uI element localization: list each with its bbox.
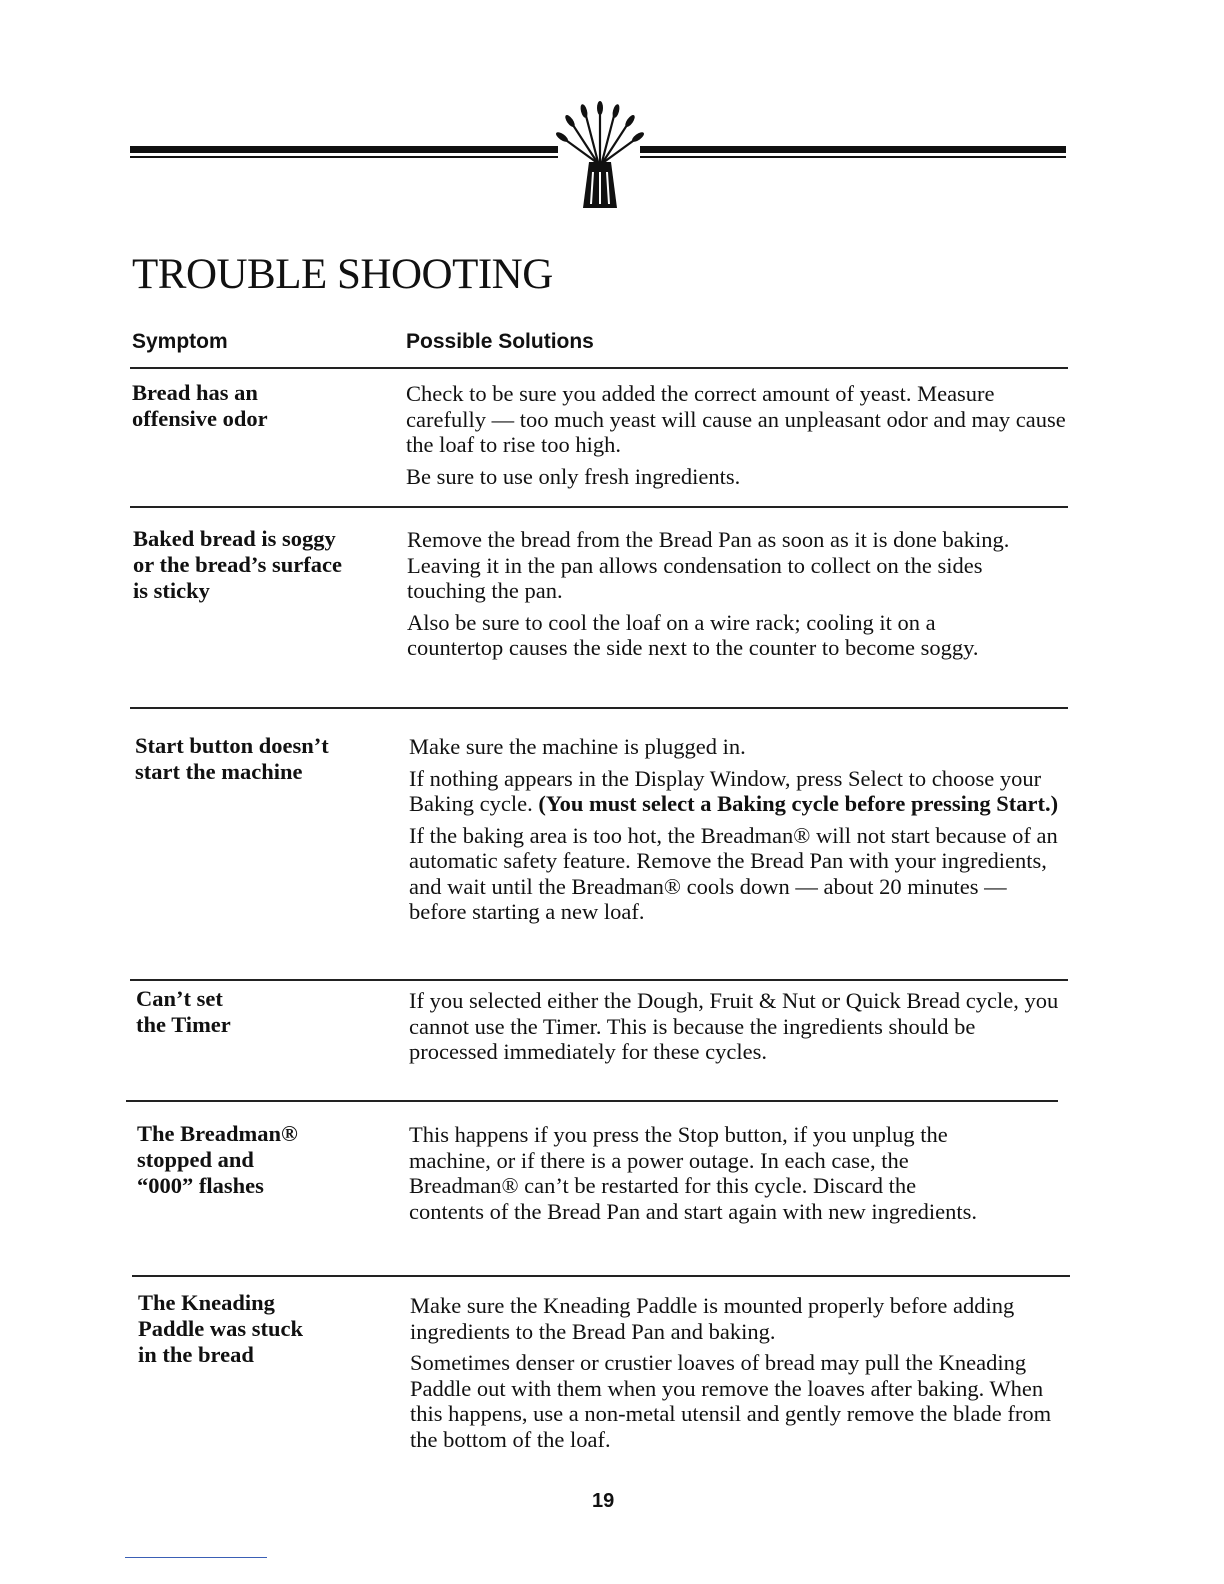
symptom-line: Start button doesn’t: [135, 733, 329, 758]
symptom-line: The Breadman®: [137, 1121, 298, 1146]
solutions-start-button: [409, 734, 1069, 931]
wheat-sheaf-icon: [555, 100, 645, 212]
solution-paragraph: Make sure the Kneading Paddle is mounted properly before adding ingredients to the Bread Pan and baking.: [410, 1293, 1015, 1344]
row-separator: [130, 979, 1068, 981]
symptom-line: Can’t set: [136, 986, 223, 1011]
solution-text: If nothing appears in the Display Window, press Select to choose your Baking cycle.: [409, 765, 1042, 816]
solutions-timer: [409, 988, 1069, 1071]
symptom-odor: [132, 380, 382, 432]
symptom-line: The Kneading: [138, 1290, 275, 1315]
symptom-line: “000” flashes: [137, 1173, 264, 1198]
solution-paragraph: Be sure to use only fresh ingredients.: [406, 463, 741, 489]
header-rule-right: [640, 146, 1066, 153]
row-separator: [126, 1100, 1058, 1102]
symptom-line: stopped and: [137, 1147, 254, 1172]
symptom-line: Paddle was stuck: [138, 1316, 304, 1341]
solutions-odor: [406, 381, 1066, 495]
header-rule-left-thin: [130, 156, 558, 158]
solution-paragraph: Make sure the machine is plugged in.: [409, 734, 746, 759]
row-separator: [132, 1275, 1070, 1277]
symptom-line: start the machine: [135, 759, 303, 784]
solution-paragraph: Remove the bread from the Bread Pan as soon as it is done baking. Leaving it in the pan allows condensation to collect on the sides touching the pan.: [407, 527, 1010, 603]
page-title: TROUBLE SHOOTING: [132, 251, 553, 298]
symptom-paddle-stuck: [138, 1290, 388, 1368]
solution-emphasis: (You must select a Baking cycle before pressing Start.): [538, 791, 1059, 816]
solutions-soggy: [407, 527, 1022, 667]
symptom-line: or the bread’s surface: [133, 552, 342, 577]
header-rule-right-thin: [640, 156, 1066, 158]
solution-paragraph: Check to be sure you added the correct amount of yeast. Measure carefully — too much yeast will cause an unpleasant odor and may cause the loaf to rise too high.: [406, 381, 1066, 457]
solutions-000-flashes: [409, 1122, 984, 1230]
row-separator: [130, 707, 1068, 709]
solution-paragraph: Also be sure to cool the loaf on a wire rack; cooling it on a countertop causes the side next to the counter to become soggy.: [407, 609, 979, 660]
solution-paragraph: Sometimes denser or crustier loaves of bread may pull the Kneading Paddle out with them when you remove the loaves after baking. When this happens, use a non-metal utensil and gently remove the blade from the bottom of the loaf.: [410, 1350, 1052, 1452]
solution-paragraph: This happens if you press the Stop button, if you unplug the machine, or if there is a power outage. In each case, the Breadman® can’t be restarted for this cycle. Discard the contents of the Bread Pan and start again with new ingredients.: [409, 1122, 977, 1224]
header-separator: [130, 367, 1068, 369]
solutions-paddle-stuck: [410, 1293, 1068, 1458]
symptom-column-header: Symptom: [132, 330, 228, 353]
symptom-soggy: [133, 526, 393, 604]
symptom-line: offensive odor: [132, 406, 268, 431]
symptom-line: is sticky: [133, 578, 210, 603]
solutions-column-header: Possible Solutions: [406, 330, 594, 353]
symptom-line: in the bread: [138, 1342, 254, 1367]
symptom-start-button: [135, 733, 385, 785]
symptom-line: Bread has an: [132, 380, 258, 405]
symptom-line: the Timer: [136, 1012, 231, 1037]
symptom-line: Baked bread is soggy: [133, 526, 336, 551]
solution-paragraph: If the baking area is too hot, the Breadman® will not start because of an automatic safety feature. Remove the Bread Pan with your ingredients, and wait until the Breadman® cools down — about 20 minutes — before starting a new loaf.: [409, 822, 1058, 924]
page-number: 19: [592, 1490, 615, 1512]
symptom-000-flashes: [137, 1121, 387, 1199]
footer-line: [125, 1557, 267, 1558]
header-rule-left: [130, 146, 558, 153]
solution-paragraph: [409, 766, 1069, 817]
symptom-timer: [136, 986, 386, 1038]
row-separator: [130, 506, 1068, 508]
solution-paragraph: If you selected either the Dough, Fruit & Nut or Quick Bread cycle, you cannot use the Timer. This is because the ingredients should be processed immediately for these cycles.: [409, 988, 1059, 1064]
